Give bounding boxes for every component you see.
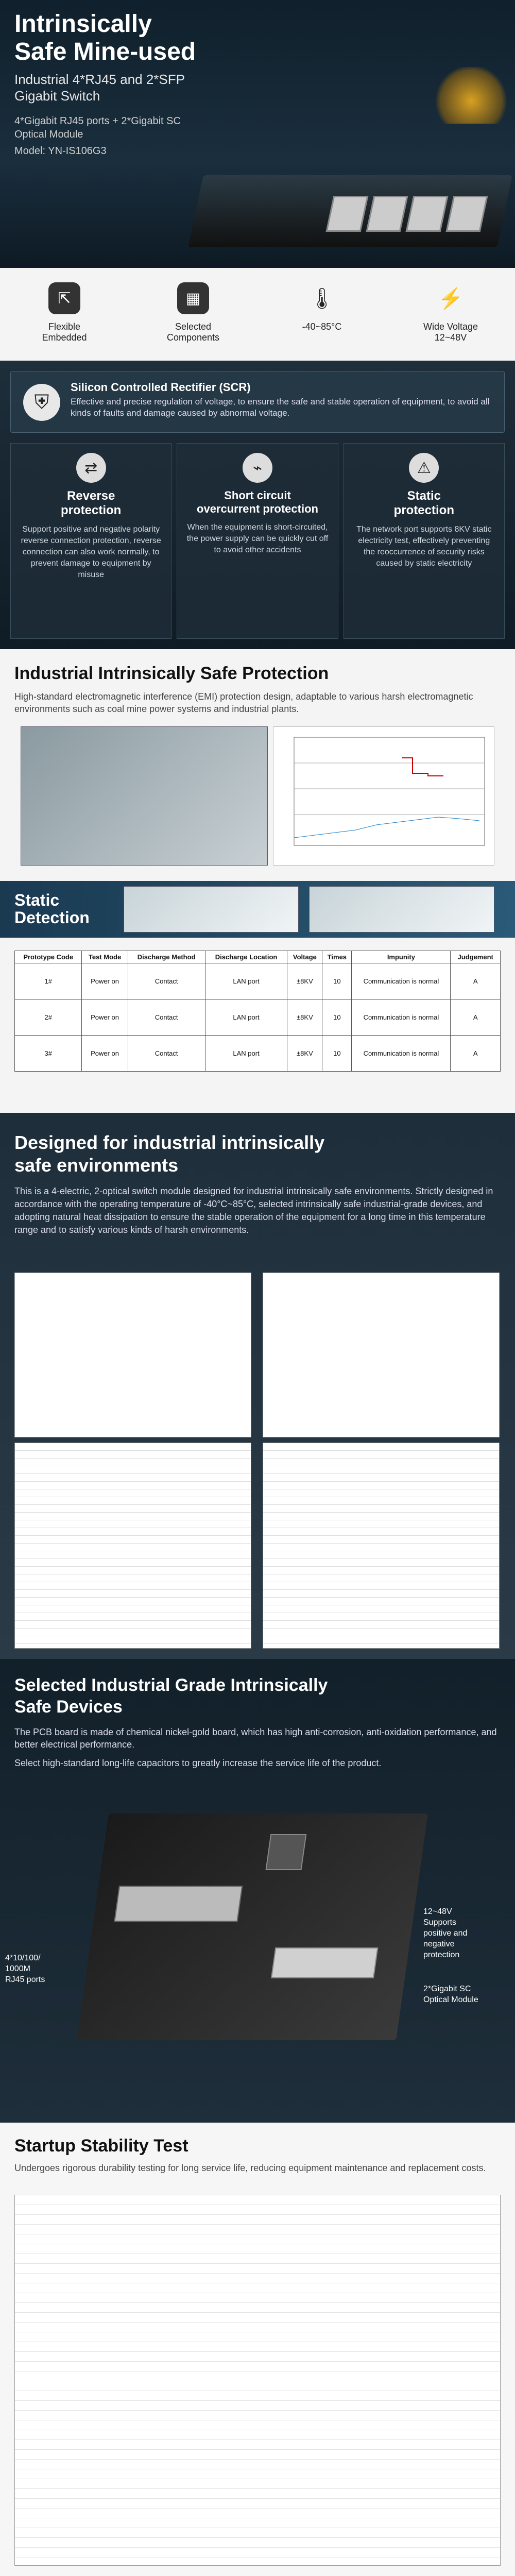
protection-title: protection	[393, 503, 454, 517]
switch-product-image	[196, 155, 505, 258]
thermal-data-table-image	[14, 1443, 251, 1649]
feature-flexible	[13, 282, 116, 343]
table-cell: Power on	[82, 963, 128, 999]
table-cell: LAN port	[205, 999, 287, 1036]
rj45-callout	[5, 1953, 45, 1985]
table-header-cell: Prototype Code	[15, 951, 82, 963]
hero-ports-line1: 4*Gigabit RJ45 ports + 2*Gigabit SC	[14, 115, 181, 127]
table-cell: 10	[322, 1036, 352, 1072]
table-header-cell: Discharge Location	[205, 951, 287, 963]
selected-components-icon: ▦	[177, 282, 209, 314]
scr-desc: Effective and precise regulation of voltage, to ensure the safe and stable operation of equipment, to avoid all kinds of faults and damage caused by abnormal voltage.	[71, 397, 490, 418]
table-cell: Communication is normal	[352, 963, 451, 999]
callout-line: 2*Gigabit SC	[423, 1985, 471, 1993]
feature-temperature	[270, 282, 373, 343]
voltage-icon: ⚡	[438, 287, 464, 310]
feature-label: 12~48V	[434, 332, 467, 343]
table-row	[15, 999, 501, 1036]
voltage-callout	[423, 1906, 467, 1960]
meter-photo	[309, 886, 494, 933]
protection-card	[10, 443, 171, 639]
iis-title: Industrial Intrinsically Safe Protection	[14, 664, 329, 683]
table-cell: Power on	[82, 999, 128, 1036]
hero-model: Model: YN-IS106G3	[14, 145, 107, 157]
mine-truck-image	[433, 67, 510, 124]
table-cell: LAN port	[205, 1036, 287, 1072]
devices-section	[0, 1659, 515, 2123]
hero-subtitle-line2: Gigabit Switch	[14, 88, 100, 104]
static-test-table	[14, 951, 501, 1072]
devices-title-line1: Selected Industrial Grade Intrinsically	[14, 1675, 328, 1695]
table-cell: 10	[322, 963, 352, 999]
emi-chart	[273, 727, 495, 866]
iis-desc: High-standard electromagnetic interference (EMI) protection design, adaptable to various harsh electromagnetic environments such as coal mine power systems and industrial plants.	[14, 691, 473, 714]
table-cell: A	[451, 999, 501, 1036]
protection-card	[177, 443, 338, 639]
protection-title: Short circuit	[224, 489, 291, 502]
protection-title: protection	[61, 503, 122, 517]
hero-ports-line2: Optical Module	[14, 129, 83, 140]
features-row	[0, 268, 515, 343]
table-header-cell: Test Mode	[82, 951, 128, 963]
table-cell: ±8KV	[287, 963, 322, 999]
feature-components	[142, 282, 245, 343]
env-desc: This is a 4-electric, 2-optical switch module designed for industrial intrinsically safe environments. Strictly designed in accordance with the operating temperature of -40°C~85°C, selected intrinsically safe industrial-grade devices, and adopting natural heat dissipation to ensure the stable operation of the equipment for a long time in this temperature range and to satisfy various kinds of harsh environments.	[14, 1186, 493, 1235]
devices-title	[14, 1674, 328, 1718]
static-protection-icon: ⚠	[409, 453, 439, 483]
scr-title: Silicon Controlled Rectifier (SCR)	[71, 381, 251, 394]
thermometer-icon: 🌡	[308, 287, 335, 310]
table-cell: 1#	[15, 963, 82, 999]
static-label-line1: Static	[14, 891, 60, 909]
sfp-callout	[423, 1984, 478, 2005]
callout-line: 1000M	[5, 1964, 30, 1973]
meter-photo	[124, 886, 299, 933]
table-cell: Power on	[82, 1036, 128, 1072]
table-cell: A	[451, 1036, 501, 1072]
startup-section	[0, 2123, 515, 2576]
table-header-cell: Times	[322, 951, 352, 963]
table-cell: Communication is normal	[352, 999, 451, 1036]
devices-title-line2: Safe Devices	[14, 1697, 123, 1717]
feature-label: Components	[166, 332, 220, 343]
startup-title: Startup Stability Test	[14, 2136, 188, 2156]
table-cell: A	[451, 963, 501, 999]
table-row	[15, 1036, 501, 1072]
devices-desc2: Select high-standard long-life capacitors to greatly increase the service life of the product.	[14, 1758, 382, 1768]
protection-title: overcurrent protection	[197, 502, 318, 515]
env-title	[14, 1131, 324, 1177]
callout-line: RJ45 ports	[5, 1975, 45, 1984]
feature-voltage	[399, 282, 502, 343]
protection-card	[344, 443, 505, 639]
table-header-cell: Voltage	[287, 951, 322, 963]
callout-line: negative	[423, 1940, 455, 1948]
protection-title: Reverse	[66, 489, 115, 503]
static-label	[14, 891, 90, 926]
features-section	[0, 268, 515, 361]
thermal-test-screenshot	[14, 1273, 251, 1437]
iis-section	[0, 649, 515, 1113]
hero-title-line2: Safe Mine-used	[14, 38, 196, 65]
protection-desc: Support positive and negative polarity reverse connection protection, reverse connection can also work normally, to prevent damage to equipment by misuse	[21, 525, 161, 579]
table-header-cell: Judgement	[451, 951, 501, 963]
feature-label: Wide Voltage	[423, 321, 478, 332]
feature-label: Flexible	[48, 321, 81, 332]
devices-desc1: The PCB board is made of chemical nickel-gold board, which has high anti-corrosion, anti-oxidation performance, and better electrical performance.	[14, 1727, 497, 1750]
env-title-line1: Designed for industrial intrinsically	[14, 1132, 325, 1153]
protection-desc: When the equipment is short-circuited, the power supply can be quickly cut off to avoid other accidents	[186, 523, 329, 554]
static-detection-banner	[0, 881, 515, 938]
table-cell: 3#	[15, 1036, 82, 1072]
scr-section	[0, 361, 515, 649]
table-cell: ±8KV	[287, 999, 322, 1036]
thermal-data-table-image	[263, 1443, 500, 1649]
reverse-protection-icon: ⇄	[76, 453, 106, 483]
feature-label: Selected	[175, 321, 212, 332]
static-test-table-wrap	[14, 951, 501, 1072]
callout-line: protection	[423, 1951, 460, 1959]
static-label-line2: Detection	[14, 908, 90, 927]
table-cell: Contact	[128, 999, 205, 1036]
callout-line: 12~48V	[423, 1907, 452, 1916]
scr-card	[10, 371, 505, 433]
emi-chart-photo	[273, 726, 494, 866]
table-cell: 2#	[15, 999, 82, 1036]
startup-desc: Undergoes rigorous durability testing for long service life, reducing equipment maintenance and replacement costs.	[14, 2163, 486, 2173]
test-log-screenshot	[14, 2195, 501, 2566]
hero-section	[0, 0, 515, 268]
table-cell: 10	[322, 999, 352, 1036]
scr-shield-icon: ⛨	[23, 384, 60, 421]
emi-test-photo	[21, 726, 268, 866]
table-row	[15, 963, 501, 999]
feature-label: Embedded	[42, 332, 87, 343]
protection-desc: The network port supports 8KV static electricity test, effectively preventing the reoccurrence of security risks caused by static electricity	[356, 525, 492, 568]
hero-title-line1: Intrinsically	[14, 10, 152, 38]
table-cell: LAN port	[205, 963, 287, 999]
callout-line: positive and	[423, 1929, 468, 1938]
table-header-row	[15, 951, 501, 963]
thermal-test-screenshot	[263, 1273, 500, 1437]
table-header-cell: Impunity	[352, 951, 451, 963]
hero-subtitle	[14, 71, 185, 104]
hero-subtitle-line1: Industrial 4*RJ45 and 2*SFP	[14, 72, 185, 87]
callout-line: Optical Module	[423, 1995, 478, 2004]
table-cell: Contact	[128, 963, 205, 999]
feature-label: -40~85°C	[302, 321, 342, 332]
env-section	[0, 1113, 515, 1659]
protection-title: Static	[407, 489, 441, 503]
protections-row	[10, 443, 505, 639]
table-cell: Contact	[128, 1036, 205, 1072]
table-cell: Communication is normal	[352, 1036, 451, 1072]
table-cell: ±8KV	[287, 1036, 322, 1072]
callout-line: 4*10/100/	[5, 1954, 41, 1962]
hero-title	[14, 10, 196, 66]
table-header-cell: Discharge Method	[128, 951, 205, 963]
hero-ports	[14, 114, 181, 141]
callout-line: Supports	[423, 1918, 457, 1927]
env-title-line2: safe environments	[14, 1155, 179, 1176]
pcb-board-image	[77, 1814, 428, 2040]
short-circuit-icon: ⌁	[243, 453, 272, 483]
flexible-embedded-icon: ⇱	[48, 282, 80, 314]
